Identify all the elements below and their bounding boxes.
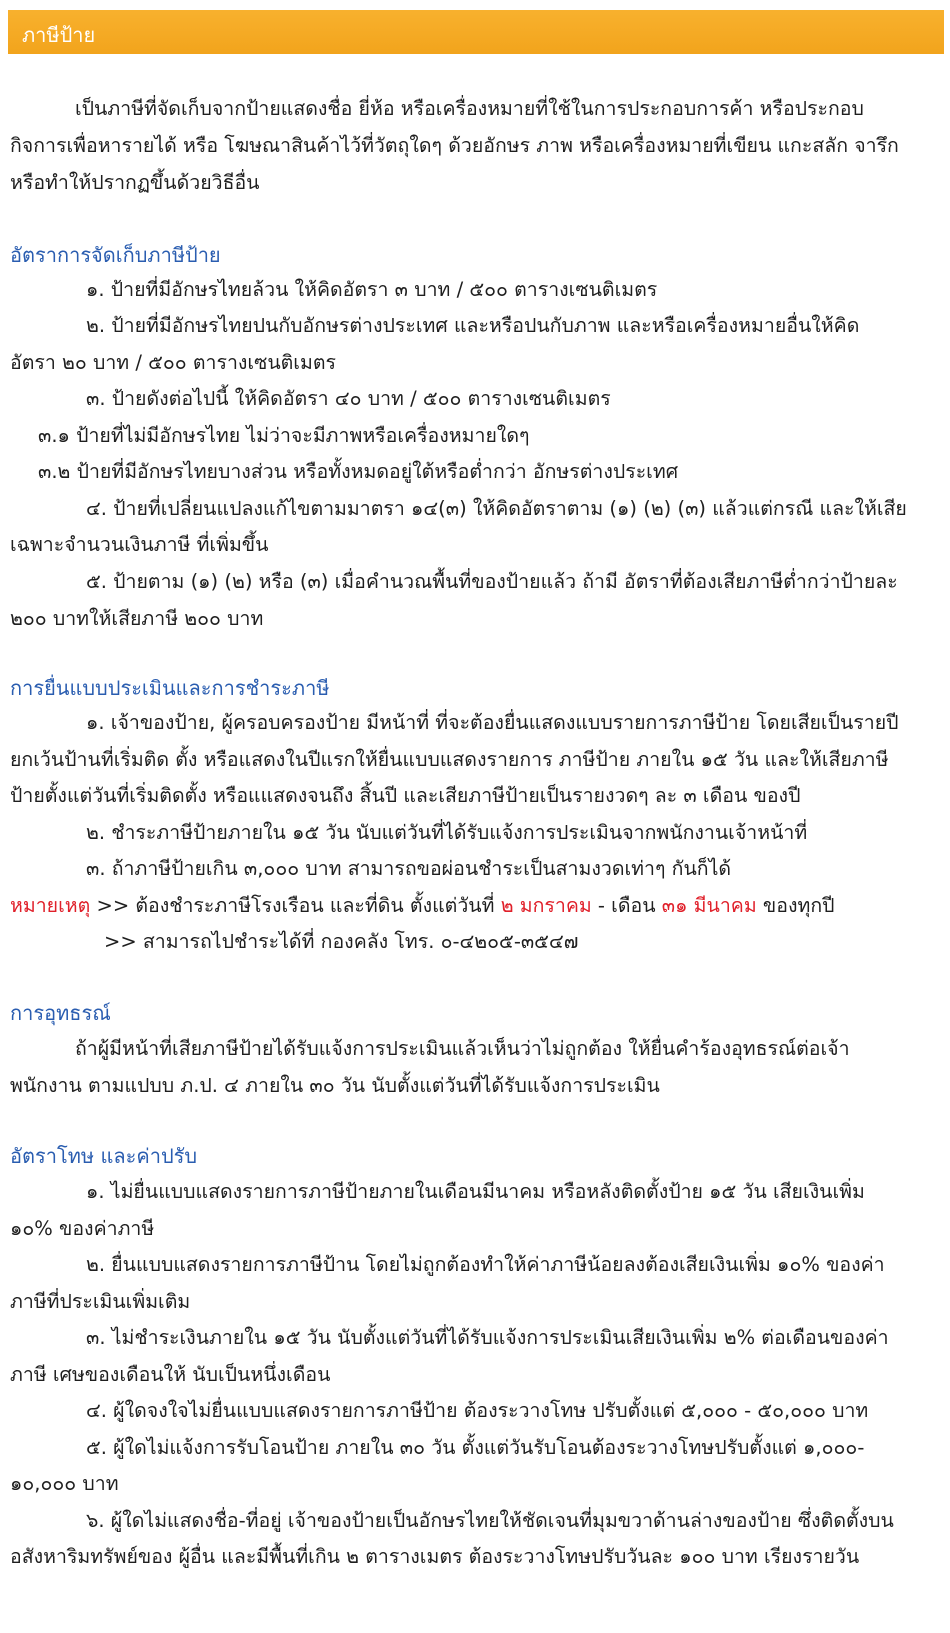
filing-line-5: ๓. ถ้าภาษีป้ายเกิน ๓,๐๐๐ บาท สามารถขอผ่อนชำระเป็นสามงวดเท่าๆ กันก็ได้ <box>86 857 732 880</box>
intro-line-1: เป็นภาษีที่จัดเก็บจากป้ายแสดงชื่อ ยี่ห้อ หรือเครื่องหมายที่ใช้ในการประกอบการค้า หรือประกอบ <box>75 97 864 120</box>
rates-line-8: เฉพาะจำนวนเงินภาษี ที่เพิ่มขึ้น <box>10 533 269 556</box>
intro-line-3: หรือทำให้ปรากฏขึ้นด้วยวิธีอื่น <box>10 171 260 194</box>
section-heading-filing: การยื่นแบบประเมินและการชำระภาษี <box>10 676 330 700</box>
rates-line-1: ๑. ป้ายที่มีอักษรไทยล้วน ให้คิดอัตรา ๓ บาท / ๕๐๐ ตารางเซนติเมตร <box>86 278 658 301</box>
penalties-line-4: ภาษีที่ประเมินเพิ่มเติม <box>10 1290 191 1313</box>
note-line-2: >> สามารถไปชำระได้ที่ กองคลัง โทร. ๐-๔๒๐๕-๓๕๔๗ <box>104 930 579 953</box>
filing-line-3: ป้ายตั้งแต่วันที่เริ่มติดตั้ง หรือแแสดงจนถึง สิ้นปี และเสียภาษีป้ายเป็นรายงวดๆ ละ ๓ เดือน ของปี <box>10 784 801 807</box>
penalties-line-6: ภาษี เศษของเดือนให้ นับเป็นหนึ่งเดือน <box>10 1363 331 1386</box>
section-heading-rates: อัตราการจัดเก็บภาษีป้าย <box>10 243 221 267</box>
rates-line-3: อัตรา ๒๐ บาท / ๕๐๐ ตารางเซนติเมตร <box>10 351 336 374</box>
rates-line-10: ๒๐๐ บาทให้เสียภาษี ๒๐๐ บาท <box>10 607 264 630</box>
intro-line-2: กิจการเพื่อหารายได้ หรือ โฆษณาสินค้าไว้ที่วัตถุใดๆ ด้วยอักษร ภาพ หรือเครื่องหมายที่เขียน แกะสลัก จารึก <box>10 134 899 157</box>
penalties-line-11: อสังหาริมทรัพย์ของ ผู้อื่น และมีพื้นที่เกิน ๒ ตารางเมตร ต้องระวางโทษปรับวันละ ๑๐๐ บาท เรียงรายวัน <box>10 1545 860 1568</box>
penalties-line-1: ๑. ไม่ยื่นแบบแสดงรายการภาษีป้ายภายในเดือนมีนาคม หรือหลังติดตั้งป้าย ๑๕ วัน เสียเงินเพิ่ม <box>86 1180 865 1203</box>
note-text-1: >> ต้องชำระภาษีโรงเรือน และที่ดิน ตั้งแต่วันที่ <box>90 894 501 917</box>
appeal-line-1: ถ้าผู้มีหน้าที่เสียภาษีป้ายได้รับแจ้งการประเมินแล้วเห็นว่าไม่ถูกต้อง ให้ยื่นคำร้องอุทธรณ์ต่อเจ้า <box>75 1037 850 1060</box>
penalties-line-8: ๕. ผู้ใดไม่แจ้งการรับโอนป้าย ภายใน ๓๐ วัน ตั้งแต่วันรับโอนต้องระวางโทษปรับตั้งแต่ ๑,๐๐๐- <box>86 1436 865 1459</box>
rates-line-9: ๕. ป้ายตาม (๑) (๒) หรือ (๓) เมื่อคำนวณพื้นที่ของป้ายแล้ว ถ้ามี อัตราที่ต้องเสียภาษีต่ำกว่าป้ายละ <box>86 570 898 593</box>
page-title: ภาษีป้าย <box>22 23 96 47</box>
rates-line-7: ๔. ป้ายที่เปลี่ยนแปลงแก้ไขตามมาตรา ๑๔(๓) ให้คิดอัตราตาม (๑) (๒) (๓) แล้วแต่กรณี และให้เสีย <box>86 497 907 520</box>
header-bar <box>8 10 944 54</box>
penalties-line-3: ๒. ยื่นแบบแสดงรายการภาษีป้าน โดยไม่ถูกต้องทำให้ค่าภาษีน้อยลงต้องเสียเงินเพิ่ม ๑๐% ของค่า <box>86 1253 885 1276</box>
filing-line-2: ยกเว้นป้านที่เริ่มติด ตั้ง หรือแสดงในปีแรกให้ยื่นแบบแสดงรายการ ภาษีป้าย ภายใน ๑๕ วัน และให้เสียภาษี <box>10 748 889 771</box>
rates-line-4: ๓. ป้ายดังต่อไปนี้ ให้คิดอัตรา ๔๐ บาท / ๕๐๐ ตารางเซนติเมตร <box>86 387 611 410</box>
penalties-line-5: ๓. ไม่ชำระเงินภายใน ๑๕ วัน นับตั้งแต่วันที่ได้รับแจ้งการประเมินเสียเงินเพิ่ม ๒% ต่อเดือนของค่า <box>86 1326 889 1349</box>
section-heading-penalties: อัตราโทษ และค่าปรับ <box>10 1144 198 1168</box>
appeal-line-2: พนักงาน ตามแปบบ ภ.ป. ๔ ภายใน ๓๐ วัน นับตั้งแต่วันที่ได้รับแจ้งการประเมิน <box>10 1074 660 1097</box>
note-label: หมายเหตุ <box>10 894 91 917</box>
penalties-line-10: ๖. ผู้ใดไม่แสดงชื่อ-ที่อยู่ เจ้าของป้ายเป็นอักษรไทยให้ชัดเจนที่มุมขวาด้านล่างของป้าย ซึ่งติดตั้งบน <box>86 1509 894 1532</box>
section-heading-appeal: การอุทธรณ์ <box>10 1001 111 1025</box>
note-text-2: - เดือน <box>591 894 662 917</box>
penalties-line-2: ๑๐% ของค่าภาษี <box>10 1217 155 1240</box>
note-date-end: ๓๑ มีนาคม <box>661 894 757 917</box>
penalties-line-9: ๑๐,๐๐๐ บาท <box>10 1472 119 1495</box>
rates-line-2: ๒. ป้ายที่มีอักษรไทยปนกับอักษรต่างประเทศ และหรือปนกับภาพ และหรือเครื่องหมายอื่นให้คิด <box>86 314 860 337</box>
note-text-3: ของทุกปี <box>756 894 835 917</box>
note-date-start: ๒ มกราคม <box>500 894 592 917</box>
filing-line-4: ๒. ชำระภาษีป้ายภายใน ๑๕ วัน นับแต่วันที่ได้รับแจ้งการประเมินจากพนักงานเจ้าหน้าที่ <box>86 821 808 844</box>
note-line-1 <box>10 893 835 919</box>
penalties-line-7: ๔. ผู้ใดจงใจไม่ยื่นแบบแสดงรายการภาษีป้าย ต้องระวางโทษ ปรับตั้งแต่ ๕,๐๐๐ - ๕๐,๐๐๐ บาท <box>86 1399 869 1422</box>
rates-line-6: ๓.๒ ป้ายที่มีอักษรไทยบางส่วน หรือทั้งหมดอยู่ใต้หรือต่ำกว่า อักษรต่างประเทศ <box>38 460 679 483</box>
rates-line-5: ๓.๑ ป้ายที่ไม่มีอักษรไทย ไม่ว่าจะมีภาพหรือเครื่องหมายใดๆ <box>38 424 530 447</box>
filing-line-1: ๑. เจ้าของป้าย, ผู้ครอบครองป้าย มีหน้าที่ ที่จะต้องยื่นแสดงแบบรายการภาษีป้าย โดยเสียเป็นรายปี <box>86 711 899 734</box>
